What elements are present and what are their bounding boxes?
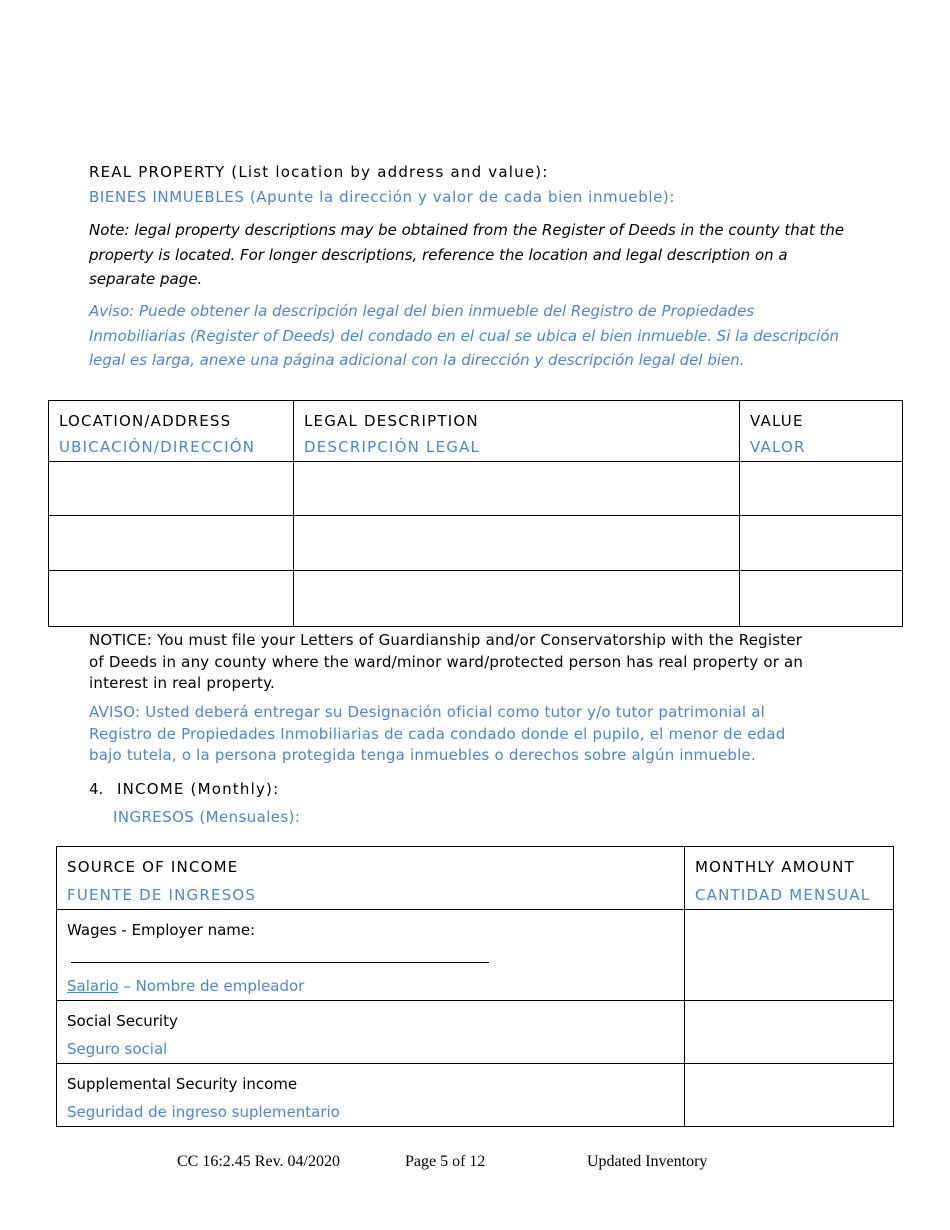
column-label-es: VALOR bbox=[750, 438, 806, 456]
wages-label-es-rest: – Nombre de empleador bbox=[118, 977, 305, 995]
value-cell[interactable] bbox=[740, 516, 903, 571]
table-header-row bbox=[49, 401, 903, 462]
income-heading-es: INGRESOS (Mensuales): bbox=[113, 808, 301, 826]
column-header-value bbox=[740, 401, 903, 462]
real-property-heading: REAL PROPERTY (List location by address and value): bbox=[89, 163, 549, 181]
value-cell[interactable] bbox=[740, 571, 903, 627]
column-header-legal-description bbox=[294, 401, 740, 462]
income-source-cell bbox=[57, 1001, 685, 1064]
notice-text-es: AVISO: Usted deberá entregar su Designación oficial como tutor y/o tutor patrimonial al Registro de Propiedades Inmobiliarias de cada condado donde el pupilo, el menor de edad bajo tutela, o la persona protegida tenga inmuebles o derechos sobre algún inmueble. bbox=[89, 703, 786, 764]
real-property-note: Note: legal property descriptions may be obtained from the Register of Deeds in the county that the property is located. For longer descriptions, reference the location and legal description on a separate page. bbox=[89, 221, 845, 288]
column-label-es: DESCRIPCIÓN LEGAL bbox=[304, 438, 481, 456]
column-header-location bbox=[49, 401, 294, 462]
monthly-amount-cell[interactable] bbox=[685, 910, 894, 1001]
column-header-monthly-amount bbox=[685, 847, 894, 910]
table-row bbox=[49, 462, 903, 516]
footer-form-id: CC 16:2.45 Rev. 04/2020 bbox=[177, 1153, 340, 1170]
employer-name-field[interactable] bbox=[71, 946, 489, 963]
table-header-row bbox=[57, 847, 894, 910]
footer-title: Updated Inventory bbox=[587, 1153, 708, 1170]
column-label: LOCATION/ADDRESS bbox=[59, 412, 232, 430]
real-property-heading-es: BIENES INMUEBLES (Apunte la dirección y valor de cada bien inmueble): bbox=[89, 188, 676, 206]
table-row bbox=[57, 910, 894, 1001]
column-label-es: FUENTE DE INGRESOS bbox=[67, 886, 257, 904]
column-header-source bbox=[57, 847, 685, 910]
column-label: SOURCE OF INCOME bbox=[67, 858, 239, 876]
real-property-table bbox=[48, 400, 903, 627]
legal-description-cell[interactable] bbox=[294, 571, 740, 627]
income-source-cell bbox=[57, 910, 685, 1001]
column-label-es: UBICACIÓN/DIRECCIÓN bbox=[59, 438, 256, 456]
footer-page-number: Page 5 of 12 bbox=[405, 1153, 486, 1170]
notice-text: NOTICE: You must file your Letters of Guardianship and/or Conservatorship with the Register of Deeds in any county where the ward/minor ward/protected person has real property or an interest in real property. bbox=[89, 631, 804, 692]
legal-description-cell[interactable] bbox=[294, 516, 740, 571]
legal-description-cell[interactable] bbox=[294, 462, 740, 516]
source-label: Social Security bbox=[67, 1012, 178, 1030]
location-cell[interactable] bbox=[49, 571, 294, 627]
wages-label: Wages - Employer name: bbox=[67, 921, 256, 939]
source-label: Supplemental Security income bbox=[67, 1075, 298, 1093]
wages-label-es-word: Salario bbox=[67, 977, 119, 995]
location-cell[interactable] bbox=[49, 516, 294, 571]
income-number: 4. bbox=[89, 780, 104, 798]
source-label-es: Seguridad de ingreso suplementario bbox=[67, 1103, 340, 1121]
table-row bbox=[57, 1001, 894, 1064]
table-row bbox=[57, 1064, 894, 1127]
source-label-es: Seguro social bbox=[67, 1040, 168, 1058]
monthly-amount-cell[interactable] bbox=[685, 1064, 894, 1127]
monthly-amount-cell[interactable] bbox=[685, 1001, 894, 1064]
income-source-cell bbox=[57, 1064, 685, 1127]
table-row bbox=[49, 516, 903, 571]
value-cell[interactable] bbox=[740, 462, 903, 516]
column-label-es: CANTIDAD MENSUAL bbox=[695, 886, 871, 904]
table-row bbox=[49, 571, 903, 627]
real-property-note-es: Aviso: Puede obtener la descripción legal del bien inmueble del Registro de Propiedades Inmobiliarias (Register of Deeds) del condado en el cual se ubica el bien inmueble. Si la descripción legal es larga, anexe una página adicional con la dirección y descripción legal del bien. bbox=[89, 302, 840, 369]
column-label: MONTHLY AMOUNT bbox=[695, 858, 855, 876]
location-cell[interactable] bbox=[49, 462, 294, 516]
column-label: VALUE bbox=[750, 412, 804, 430]
column-label: LEGAL DESCRIPTION bbox=[304, 412, 479, 430]
income-heading: INCOME (Monthly): bbox=[117, 780, 280, 798]
income-table bbox=[56, 846, 894, 1127]
